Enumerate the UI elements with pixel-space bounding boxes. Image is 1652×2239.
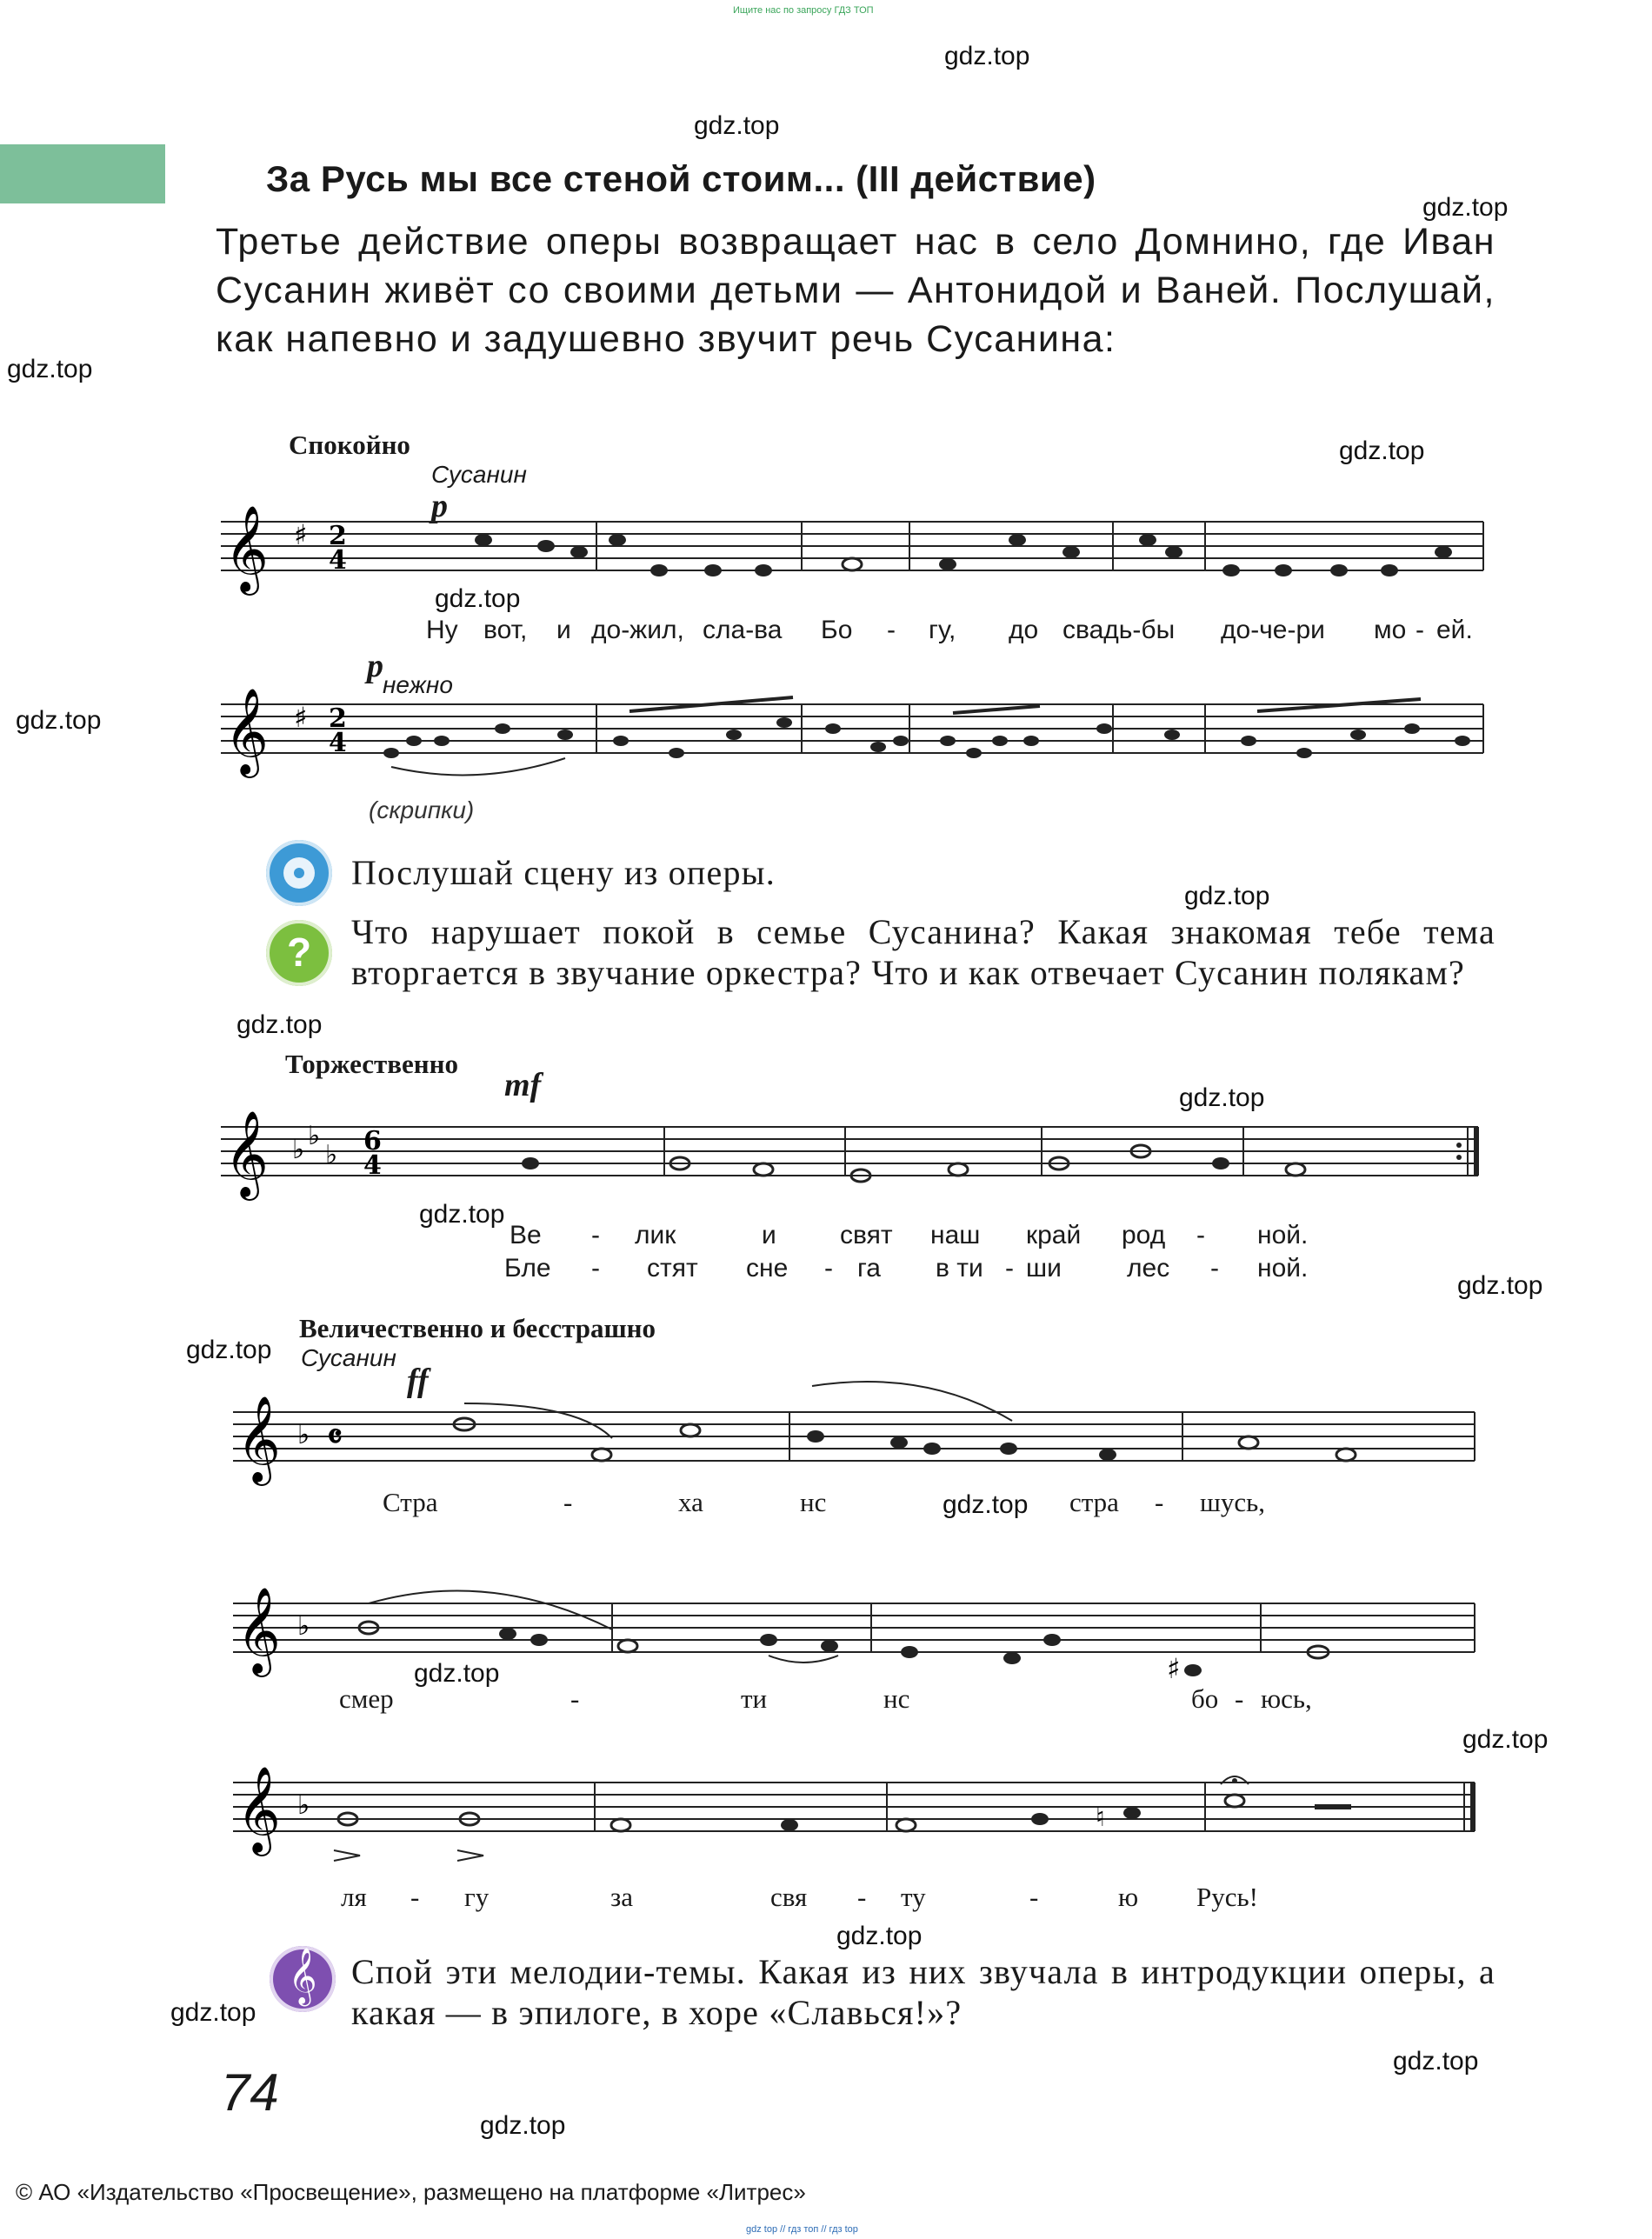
example3-lyric1-0: Стра: [383, 1487, 438, 1517]
example1-lyric-11: мо: [1374, 616, 1407, 644]
example2-lyric1-3: и: [762, 1221, 776, 1249]
example3-lyric1-2: ха: [678, 1487, 703, 1517]
watermark: gdz.top: [1184, 882, 1270, 910]
example1-acc-dynamic: p: [367, 648, 383, 684]
example3-dynamic: ff: [407, 1363, 429, 1399]
example2-lyric2-1: -: [591, 1254, 600, 1283]
example3-lyric2-1: -: [570, 1683, 580, 1714]
example3-lyric1-1: -: [563, 1487, 573, 1517]
example2-lyric1-2: лик: [635, 1221, 676, 1249]
watermark: gdz.top: [170, 1998, 256, 2027]
example3-lyric2-5: -: [1235, 1683, 1244, 1714]
svg-text:𝄴: 𝄴: [327, 1416, 343, 1457]
listen-instruction: Послушай сцену из оперы.: [351, 853, 776, 892]
page-number: 74: [221, 2063, 279, 2122]
example1-lyric-10: до-че-ри: [1221, 616, 1325, 644]
svg-text:𝄞: 𝄞: [236, 1766, 281, 1853]
watermark: gdz.top: [7, 355, 93, 383]
example1-lyric-9: свадь-бы: [1062, 616, 1176, 644]
svg-text:𝄞: 𝄞: [224, 505, 269, 592]
svg-text:♭: ♭: [292, 1135, 305, 1165]
example3-lyric3-8: ю: [1118, 1882, 1139, 1912]
example1-lyric-13: ей.: [1436, 616, 1473, 644]
example2-lyric2-11: ной.: [1257, 1254, 1309, 1283]
watermark: gdz.top: [186, 1336, 272, 1364]
example1-lyric-1: вот,: [483, 616, 528, 644]
example3-lyric1-6: шусь,: [1200, 1487, 1266, 1517]
example3-lyric3-1: -: [410, 1882, 420, 1912]
watermark: gdz.top: [1179, 1083, 1265, 1112]
svg-text:4: 4: [329, 545, 347, 576]
example3-lyric1-4: стра: [1069, 1487, 1119, 1517]
example1-lyric-4: сла-ва: [703, 616, 783, 644]
svg-text:♯: ♯: [294, 701, 308, 734]
example1-lyric-12: -: [1416, 616, 1424, 644]
example2-lyric1-9: ной.: [1257, 1221, 1309, 1249]
svg-text:♯: ♯: [1167, 1652, 1181, 1685]
svg-text:♭: ♭: [297, 1611, 310, 1642]
example1-lyric-7: гу,: [929, 616, 956, 644]
intro-paragraph: Третье действие оперы возвращает нас в село Домнино, где Иван Сусанин живёт со своими детьми — Антонидой и Ваней. Послушай, как напевно и задушевно звучит речь Сусанина:: [216, 221, 1495, 360]
svg-text:♯: ♯: [294, 518, 308, 551]
example2-lyric2-10: -: [1210, 1254, 1219, 1283]
example3-lyric1-3: нс: [800, 1487, 827, 1517]
example2-lyric1-8: -: [1196, 1221, 1205, 1249]
example3-lyric3-4: свя: [770, 1882, 808, 1912]
svg-text:♭: ♭: [297, 1790, 310, 1821]
example3-lyric3-6: ту: [901, 1882, 926, 1912]
svg-text:6: 6: [363, 1126, 382, 1156]
example3-lyric3-0: ля: [341, 1882, 367, 1912]
example2-dynamic: mf: [504, 1067, 542, 1103]
example3-lyric3-5: -: [857, 1882, 867, 1912]
svg-text:4: 4: [329, 728, 347, 758]
example3-lyric2-4: бо: [1191, 1683, 1219, 1714]
copyright-line: © АО «Издательство «Просвещение», размещено на платформе «Литрес»: [16, 2179, 806, 2205]
example2-lyric1-6: край: [1026, 1221, 1082, 1249]
watermark: gdz.top: [419, 1200, 505, 1229]
example3-lyric3-7: -: [1029, 1882, 1039, 1912]
watermark: gdz.top: [836, 1922, 923, 1950]
example2-lyric2-4: -: [824, 1254, 833, 1283]
example2-lyric1-4: свят: [840, 1221, 893, 1249]
section-heading: За Русь мы все стеной стоим... (III действие): [266, 158, 1096, 199]
watermark: gdz.top: [1393, 2047, 1479, 2076]
section-accent-bar: [0, 144, 165, 203]
example1-lyric-0: Ну: [426, 616, 458, 644]
watermark: gdz.top: [435, 584, 521, 613]
top-hint: Ищите нас по запросу ГДЗ ТОП: [733, 5, 874, 16]
example1-lyric-6: -: [887, 616, 896, 644]
example3-lyric3-9: Русь!: [1196, 1882, 1258, 1912]
example2-lyric2-0: Бле: [504, 1254, 551, 1283]
example1-voice: Сусанин: [431, 461, 527, 488]
watermark: gdz.top: [943, 1490, 1029, 1519]
example2-staff: [217, 1110, 1487, 1214]
example1-lyric-5: Бо: [821, 616, 853, 644]
example1-lyric-2: и: [556, 616, 571, 644]
watermark: gdz.top: [1339, 436, 1425, 465]
example2-lyric2-3: сне: [746, 1254, 789, 1283]
sing-paragraph: Спой эти мелодии-темы. Какая из них звучала в интродукции оперы, а какая — в эпилоге, в хоре «Славься!»?: [351, 1952, 1495, 2032]
example1-accompaniment-staff: [217, 688, 1487, 791]
listen-disc-icon: [266, 840, 332, 906]
example2-lyric1-5: наш: [930, 1221, 981, 1249]
example3-staff-1: [230, 1396, 1482, 1490]
bottom-hint: gdz top // гдз топ // гдз top: [746, 2224, 858, 2235]
question-icon: ?: [266, 920, 332, 986]
example1-vocal-staff: [217, 505, 1487, 617]
svg-text:♭: ♭: [297, 1420, 310, 1450]
example3-lyric3-2: гу: [464, 1882, 490, 1912]
watermark: gdz.top: [694, 111, 780, 140]
svg-text:𝄞: 𝄞: [236, 1587, 281, 1674]
watermark: gdz.top: [1422, 193, 1509, 222]
watermark: gdz.top: [414, 1659, 500, 1688]
example3-lyric2-2: ти: [741, 1683, 768, 1714]
watermark: gdz.top: [480, 2111, 566, 2140]
example2-lyric2-5: га: [857, 1254, 881, 1283]
watermark: gdz.top: [236, 1010, 323, 1039]
example2-lyric2-2: стят: [647, 1254, 698, 1283]
svg-text:♮: ♮: [1096, 1803, 1105, 1833]
watermark: gdz.top: [1457, 1271, 1543, 1300]
example3-lyric2-0: смер: [339, 1683, 394, 1714]
svg-text:2: 2: [329, 521, 347, 551]
svg-text:𝄞: 𝄞: [224, 688, 269, 775]
example3-staff-3: [230, 1766, 1482, 1869]
example1-dynamic: p: [431, 488, 448, 524]
svg-text:2: 2: [329, 703, 347, 734]
example3-lyric2-6: юсь,: [1261, 1683, 1312, 1714]
svg-text:𝄞: 𝄞: [236, 1396, 281, 1483]
example2-tempo: Торжественно: [285, 1049, 458, 1079]
example2-lyric1-1: -: [591, 1221, 600, 1249]
example2-lyric2-7: -: [1005, 1254, 1014, 1283]
example2-lyric1-0: Ве: [510, 1221, 542, 1249]
example2-lyric2-6: в ти: [936, 1254, 983, 1283]
watermark: gdz.top: [1462, 1725, 1549, 1754]
example3-lyric2-3: нс: [883, 1683, 910, 1714]
example2-lyric1-7: род: [1122, 1221, 1166, 1249]
example3-voice: Сусанин: [301, 1344, 396, 1371]
svg-text:♭: ♭: [308, 1121, 321, 1151]
watermark: gdz.top: [944, 42, 1030, 70]
example1-acc-expression: нежно: [383, 671, 453, 698]
example1-tempo: Спокойно: [289, 430, 410, 460]
treble-clef-icon: 𝄞: [270, 1946, 336, 2012]
svg-text:4: 4: [363, 1150, 382, 1181]
example3-tempo: Величественно и бесстрашно: [299, 1313, 656, 1343]
example1-lyric-8: до: [1009, 616, 1039, 644]
example2-lyric2-8: ши: [1026, 1254, 1062, 1283]
example1-acc-label: (скрипки): [369, 796, 475, 823]
svg-text:𝄞: 𝄞: [224, 1110, 269, 1197]
watermark: gdz.top: [16, 706, 102, 735]
example3-lyric1-5: -: [1155, 1487, 1164, 1517]
example3-lyric3-3: за: [610, 1882, 634, 1912]
svg-text:♭: ♭: [325, 1140, 338, 1170]
question-paragraph: Что нарушает покой в семье Сусанина? Какая знакомая тебе тема вторгается в звучание оркестра? Что и как отвечает Сусанин полякам?: [351, 912, 1495, 992]
example2-lyric2-9: лес: [1127, 1254, 1170, 1283]
example1-lyric-3: до-жил,: [591, 616, 684, 644]
